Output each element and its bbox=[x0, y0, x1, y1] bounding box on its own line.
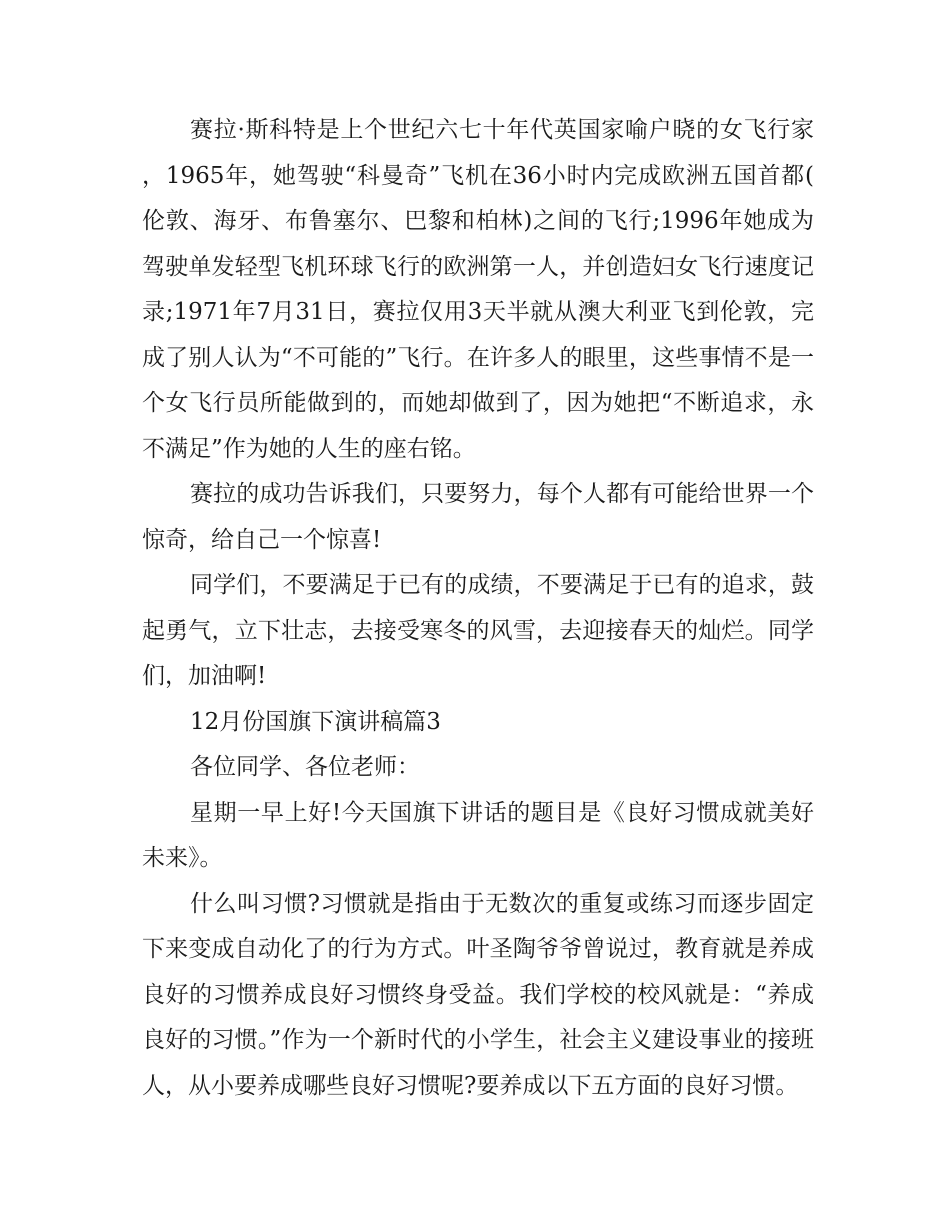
paragraph-success: 赛拉的成功告诉我们，只要努力，每个人都有可能给世界一个惊奇，给自己一个惊喜! bbox=[142, 481, 814, 553]
paragraph-habits: 什么叫习惯?习惯就是指由于无数次的重复或练习而逐步固定下来变成自动化了的行为方式。叶圣陶爷爷曾说过，教育就是养成良好的习惯养成良好习惯终身受益。我们学校的校风就是：“养成良好的习惯。”作为一个新时代的小学生，社会主义建设事业的接班人，从小要养成哪些良好习惯呢?要养成以下五方面的良好习惯。 bbox=[142, 890, 814, 1099]
section-heading: 12月份国旗下演讲稿篇3 bbox=[190, 708, 441, 735]
document-page bbox=[142, 108, 814, 1109]
greeting: 各位同学、各位老师： bbox=[190, 754, 420, 780]
paragraph-sarah-scott: 赛拉·斯科特是上个世纪六七十年代英国家喻户晓的女飞行家，1965年，她驾驶“科曼奇”飞机在36小时内完成欧洲五国首都(伦敦、海牙、布鲁塞尔、巴黎和柏林)之间的飞行;1996年她成为驾驶单发轻型飞机环球飞行的欧洲第一人，并创造妇女飞行速度记录;1971年7月31日，赛拉仅用3天半就从澳大利亚飞到伦敦，完成了别人认为“不可能的”飞行。在许多人的眼里，这些事情不是一个女飞行员所能做到的，而她却做到了，因为她把“不断追求，永不满足”作为她的人生的座右铭。 bbox=[142, 117, 814, 462]
paragraph-topic: 星期一早上好!今天国旗下讲话的题目是《良好习惯成就美好未来》。 bbox=[142, 799, 814, 871]
paragraph-encouragement: 同学们，不要满足于已有的成绩，不要满足于已有的追求，鼓起勇气，立下壮志，去接受寒冬的风雪，去迎接春天的灿烂。同学们，加油啊! bbox=[142, 572, 814, 689]
